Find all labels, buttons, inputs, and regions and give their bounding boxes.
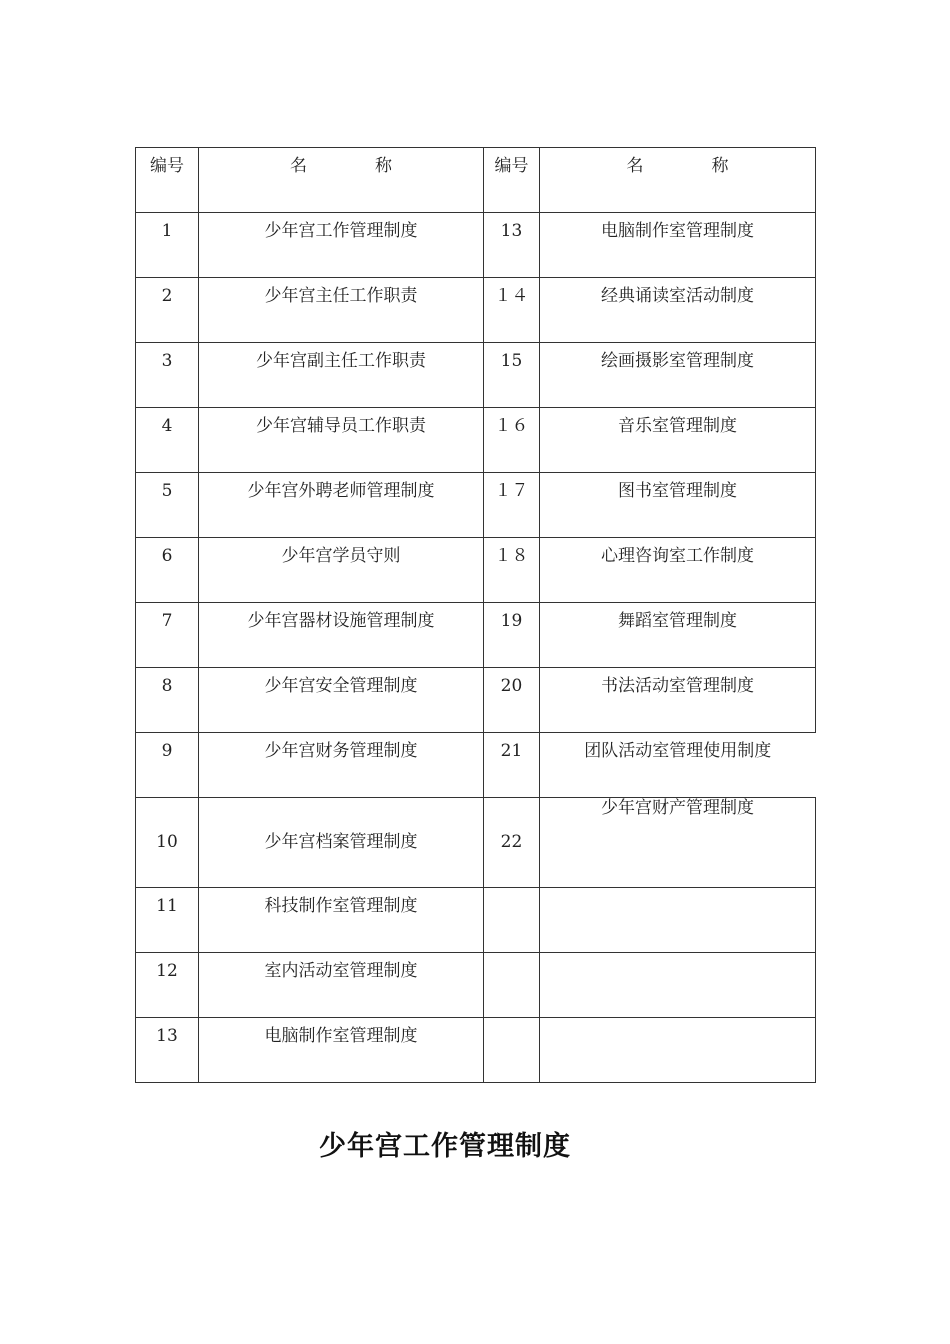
row-name-left: 少年宫辅导员工作职责 [199, 408, 484, 473]
row-num-left: 1 [136, 213, 199, 278]
row-name-left: 科技制作室管理制度 [199, 888, 484, 953]
row-num-right: １８ [484, 538, 540, 603]
table-row [136, 278, 816, 343]
header-name-right: 名 称 [540, 148, 816, 213]
row-name-right: 电脑制作室管理制度 [540, 213, 816, 278]
row-num-left: 9 [136, 733, 199, 798]
row-num-right: 15 [484, 343, 540, 408]
index-table [135, 147, 816, 1083]
row-num-right: １７ [484, 473, 540, 538]
table-row [136, 888, 816, 953]
row-num-right [484, 1018, 540, 1083]
table-row [136, 408, 816, 473]
header-num-right: 编号 [484, 148, 540, 213]
row-name-left: 少年宫档案管理制度 [199, 798, 484, 888]
table-row [136, 538, 816, 603]
row-name-right: 音乐室管理制度 [540, 408, 816, 473]
row-num-right: 20 [484, 668, 540, 733]
row-name-right: 经典诵读室活动制度 [540, 278, 816, 343]
row-num-left: 7 [136, 603, 199, 668]
table-row [136, 473, 816, 538]
row-name-left: 少年宫主任工作职责 [199, 278, 484, 343]
row-num-left: 5 [136, 473, 199, 538]
row-num-left: 12 [136, 953, 199, 1018]
table-row [136, 1018, 816, 1083]
table-row [136, 798, 816, 888]
header-num-left: 编号 [136, 148, 199, 213]
row-name-right: 书法活动室管理制度 [540, 668, 816, 733]
row-name-right: 心理咨询室工作制度 [540, 538, 816, 603]
row-name-left: 电脑制作室管理制度 [199, 1018, 484, 1083]
row-num-right: 13 [484, 213, 540, 278]
row-num-left: 11 [136, 888, 199, 953]
table-row [136, 343, 816, 408]
row-name-right [540, 953, 816, 1018]
row-name-left: 室内活动室管理制度 [199, 953, 484, 1018]
row-name-left: 少年宫外聘老师管理制度 [199, 473, 484, 538]
row-num-left: 3 [136, 343, 199, 408]
row-name-left: 少年宫安全管理制度 [199, 668, 484, 733]
row-name-left: 少年宫工作管理制度 [199, 213, 484, 278]
row-num-left: 13 [136, 1018, 199, 1083]
row-name-left: 少年宫器材设施管理制度 [199, 603, 484, 668]
row-num-right: 19 [484, 603, 540, 668]
table-row [136, 668, 816, 733]
row-name-left: 少年宫财务管理制度 [199, 733, 484, 798]
row-name-right: 团队活动室管理使用制度 [540, 733, 816, 798]
row-name-left: 少年宫学员守则 [199, 538, 484, 603]
row-num-right: 22 [484, 798, 540, 888]
row-num-right [484, 953, 540, 1018]
row-num-left: 6 [136, 538, 199, 603]
row-num-right: １６ [484, 408, 540, 473]
document-title: 少年宫工作管理制度 [319, 1131, 571, 1162]
row-name-right [540, 888, 816, 953]
row-num-left: 8 [136, 668, 199, 733]
header-name-left: 名 称 [199, 148, 484, 213]
table-row [136, 603, 816, 668]
row-name-left: 少年宫副主任工作职责 [199, 343, 484, 408]
row-name-right: 少年宫财产管理制度 [540, 798, 816, 888]
row-num-left: 4 [136, 408, 199, 473]
row-name-right: 绘画摄影室管理制度 [540, 343, 816, 408]
row-name-right: 舞蹈室管理制度 [540, 603, 816, 668]
row-num-right [484, 888, 540, 953]
table-header-row [136, 148, 816, 213]
row-num-right: １４ [484, 278, 540, 343]
row-num-left: 2 [136, 278, 199, 343]
row-num-left: 10 [136, 798, 199, 888]
table-row [136, 213, 816, 278]
table-row [136, 953, 816, 1018]
row-name-right: 图书室管理制度 [540, 473, 816, 538]
table-row [136, 733, 816, 798]
row-num-right: 21 [484, 733, 540, 798]
row-name-right [540, 1018, 816, 1083]
